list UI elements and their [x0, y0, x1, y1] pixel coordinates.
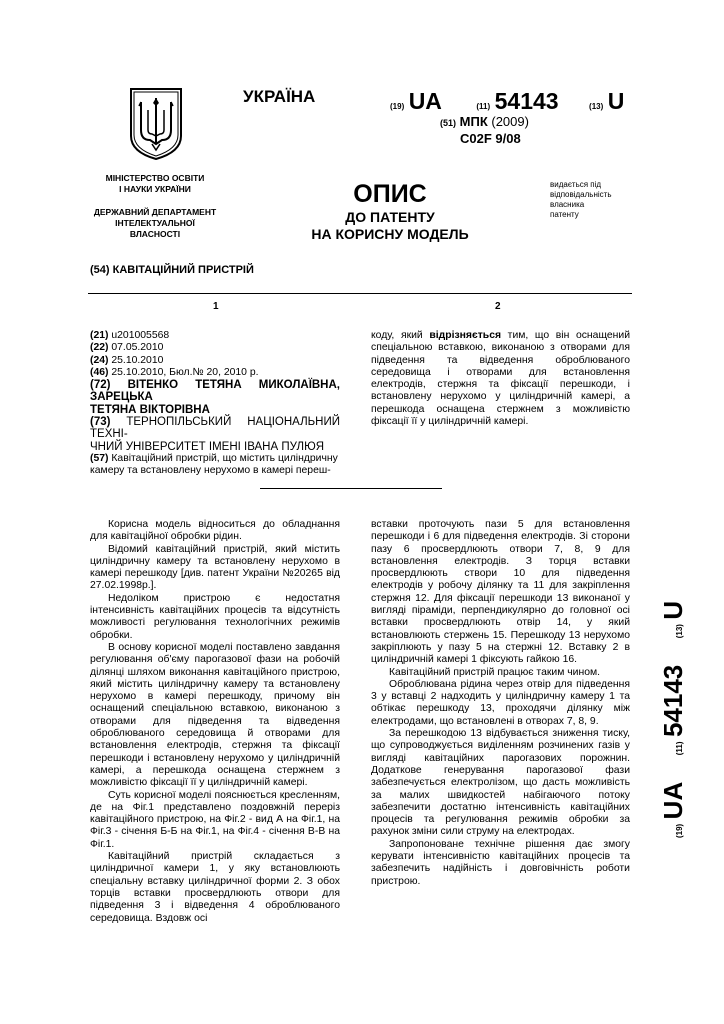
side-document-kind: U: [658, 600, 688, 620]
field-21: [90, 330, 340, 342]
vertical-patent-number: [658, 601, 689, 838]
desc-paragraph: В основу корисної моделі поставлено завдання регулювання об'єму парогазової фази на робочій ділянці шляхом виконання кавітаційного пристрою, який містить циліндричну камеру та встановлену нерухомо в камері перешкоду, причому він оснащений спеціальною вставкою, виконаною з отворами для підведення та відведення оброблюваного середовища й отворами для встановлення електродів, стержня та фіксації перешкоди і встановлену нерухомо у циліндричній камері, а перешкода оснащена стержнем з можливістю фіксації її у циліндричній камері.: [90, 641, 340, 789]
ipc-label: МПК: [459, 114, 488, 129]
department-line-1: ДЕРЖАВНИЙ ДЕПАРТАМЕНТ: [93, 207, 217, 217]
issued-note: [550, 180, 611, 220]
desc-paragraph: Суть корисної моделі пояснюється кресленням, де на Фіг.1 представлено поздовжній переріз кавітаційного пристрою, на Фіг.2 - вид А на Фіг.1, на Фіг.3 - січення Б-Б на Фіг.1, на Фіг.4 - січення В-В на Фіг.1.: [90, 789, 340, 850]
field-22: [90, 342, 340, 354]
publication-date: 25.10.2010, Бюл.№ 20, 2010 р.: [108, 366, 259, 378]
effective-date: 25.10.2010: [108, 354, 164, 366]
issued-note-line-1: видається під: [550, 180, 602, 189]
department-line-3: ВЛАСНОСТІ: [129, 229, 181, 239]
field-72: [90, 379, 340, 404]
owner-line-2: ЧНИЙ УНІВЕРСИТЕТ ІМЕНІ ІВАНА ПУЛЮЯ: [90, 440, 324, 453]
code-11: (11): [476, 102, 491, 111]
field-22-code: (22): [90, 342, 109, 354]
issued-note-line-2: відповідальність: [550, 190, 612, 199]
claim-characterizing-word: відрізняється: [429, 330, 502, 341]
claims-end-divider: [260, 488, 442, 489]
side-code-11: (11): [675, 741, 684, 756]
desc-paragraph: Кавітаційний пристрій працює таким чином.: [389, 666, 601, 678]
bibliographic-data: [90, 330, 340, 478]
desc-paragraph: Відомий кавітаційний пристрій, який містить циліндричну камеру та встановлену нерухомо в камері перешкоду [див. патент України №20265 від 27.02.1998р.].: [90, 543, 340, 592]
document-kind: U: [607, 88, 625, 114]
claim-line-1: Кавітаційний пристрій, що містить циліндричну: [108, 452, 338, 464]
header-divider: [88, 293, 632, 294]
document-subtitle-1: ДО ПАТЕНТУ: [345, 209, 435, 225]
document-title: ОПИС: [353, 180, 427, 208]
code-13: (13): [589, 102, 604, 111]
description-column-left: [90, 519, 340, 925]
ministry-line-1: МІНІСТЕРСТВО ОСВІТИ: [105, 173, 205, 183]
invention-title: (54) КАВІТАЦІЙНИЙ ПРИСТРІЙ: [90, 264, 254, 276]
code-19: (19): [390, 102, 405, 111]
desc-paragraph: Кавітаційний пристрій складається з циліндричної камери 1, у яку встановлюють спеціальну вставку циліндричної форми 2. З обох торців вставки просвердлюють отвори для підведення 3 і відведення 4 оброблюваного середовища. Вздовж осі: [90, 851, 340, 924]
ipc-line: [440, 114, 529, 129]
issued-note-line-3: власника: [550, 200, 585, 209]
column-number-1: 1: [213, 301, 219, 312]
side-code-13: (13): [675, 624, 684, 639]
ministry-name: [90, 173, 220, 195]
desc-paragraph: Оброблювана рідина через отвір для підведення 3 у вставці 2 надходить у циліндричну камеру 1 та обтікає перешкоду 13, проходячи ділянку між електродами, що встановлені в отворах 7, 8, 9.: [371, 678, 630, 727]
field-57: [90, 453, 340, 465]
ministry-line-2: І НАУКИ УКРАЇНИ: [119, 184, 191, 194]
desc-paragraph: вставки проточують пази 5 для встановлення перешкоди і 6 для підведення електродів. Зі сторони пазу 6 просвердлюють отвори 7, 8, 9 для встановлення електродів. З торця вставки просвердлюють створи 10 для підведення електродів у робочу ділянку та 11 для закріплення стержня 12. Для фіксації перешкоди 13 виконаної у вигляді піраміди, перпендикулярно до головної осі вставки просвердлюють отвір 14, у який встановлюють стержень 15. Перешкоду 13 нерухомо закріплюють у пазу 5 на стержні 12. Вставку 2 в циліндричній камері 1 фіксують гайкою 16.: [371, 519, 630, 666]
application-number: u201005568: [108, 330, 170, 341]
field-57-code: (57): [90, 452, 109, 464]
department-line-2: ІНТЕЛЕКТУАЛЬНОЇ: [115, 218, 195, 228]
side-patent-number: 54143: [658, 664, 688, 738]
desc-paragraph: Корисна модель відноситься до обладнання для кавітаційної обробки рідин.: [90, 519, 340, 543]
patent-number: 54143: [494, 88, 559, 114]
description-column-right: [371, 519, 630, 888]
country-code: UA: [408, 88, 442, 114]
field-24-code: (24): [90, 354, 109, 366]
claim-continuation: [371, 330, 630, 428]
inventors-line-2: ТЕТЯНА ВІКТОРІВНА: [90, 403, 210, 416]
code-51: (51): [440, 118, 457, 128]
filing-date: 07.05.2010: [108, 342, 164, 354]
issued-note-line-4: патенту: [550, 210, 579, 219]
claim-text-post: тим, що він оснащений спеціальною вставкою, виконаною з отворами для підведення та відведення оброблюваного середовища і отворами для встановлення електродів, стержня та фіксації перешкоди, і встановлену нерухомо у циліндричній камері, а перешкода оснащена стержнем з можливістю фіксації її у циліндричній камері.: [371, 330, 631, 428]
field-72-code: (72): [90, 379, 111, 392]
field-46-code: (46): [90, 366, 109, 378]
country-name: УКРАЇНА: [243, 87, 316, 106]
column-number-2: 2: [495, 301, 501, 312]
field-73: [90, 416, 340, 441]
field-46: [90, 367, 340, 379]
ipc-year: (2009): [491, 114, 529, 129]
ipc-class: C02F 9/08: [460, 131, 521, 146]
side-country-code: UA: [658, 781, 688, 820]
desc-paragraph: Запропоноване технічне рішення дає змогу керувати інтенсивністю кавітаційних процесів та забезпечить надійність і довговічність роботи пристрою.: [371, 838, 630, 887]
department-name: [85, 207, 225, 240]
field-21-code: (21): [90, 330, 109, 341]
owner-line-1: ТЕРНОПІЛЬСЬКИЙ НАЦІОНАЛЬНИЙ ТЕХНІ-: [90, 416, 340, 441]
field-24: [90, 355, 340, 367]
desc-paragraph: За перешкодою 13 відбувається зниження тиску, що супроводжується виділенням розчинених газів у вигляді кавітаційних парогазових порожнин. Додаткове генерування парогазової фази забезпечується електролізом, що дасть можливість за малих швидкостей набігаючого потоку забезпечити достатню інтенсивність кавітаційних процесів та регулювання режимів обробки за рахунок зміни сили струму на електродах.: [371, 728, 630, 838]
claim-line-2: камеру та встановлену нерухомо в камері переш-: [90, 465, 331, 477]
claim-text-pre: коду, який: [371, 330, 430, 341]
desc-paragraph: Недоліком пристрою є недостатня інтенсивність кавітаційних процесів та відсутність можливості регулювання технологічних режимів обробки.: [90, 592, 340, 641]
field-73-code: (73): [90, 416, 111, 429]
side-code-19: (19): [675, 823, 684, 838]
patent-number-line: [390, 88, 624, 115]
inventors-line-1: ВІТЕНКО ТЕТЯНА МИКОЛАЇВНА, ЗАРЕЦЬКА: [90, 379, 340, 404]
document-subtitle-2: НА КОРИСНУ МОДЕЛЬ: [311, 226, 469, 242]
coat-of-arms-emblem: [128, 86, 184, 162]
